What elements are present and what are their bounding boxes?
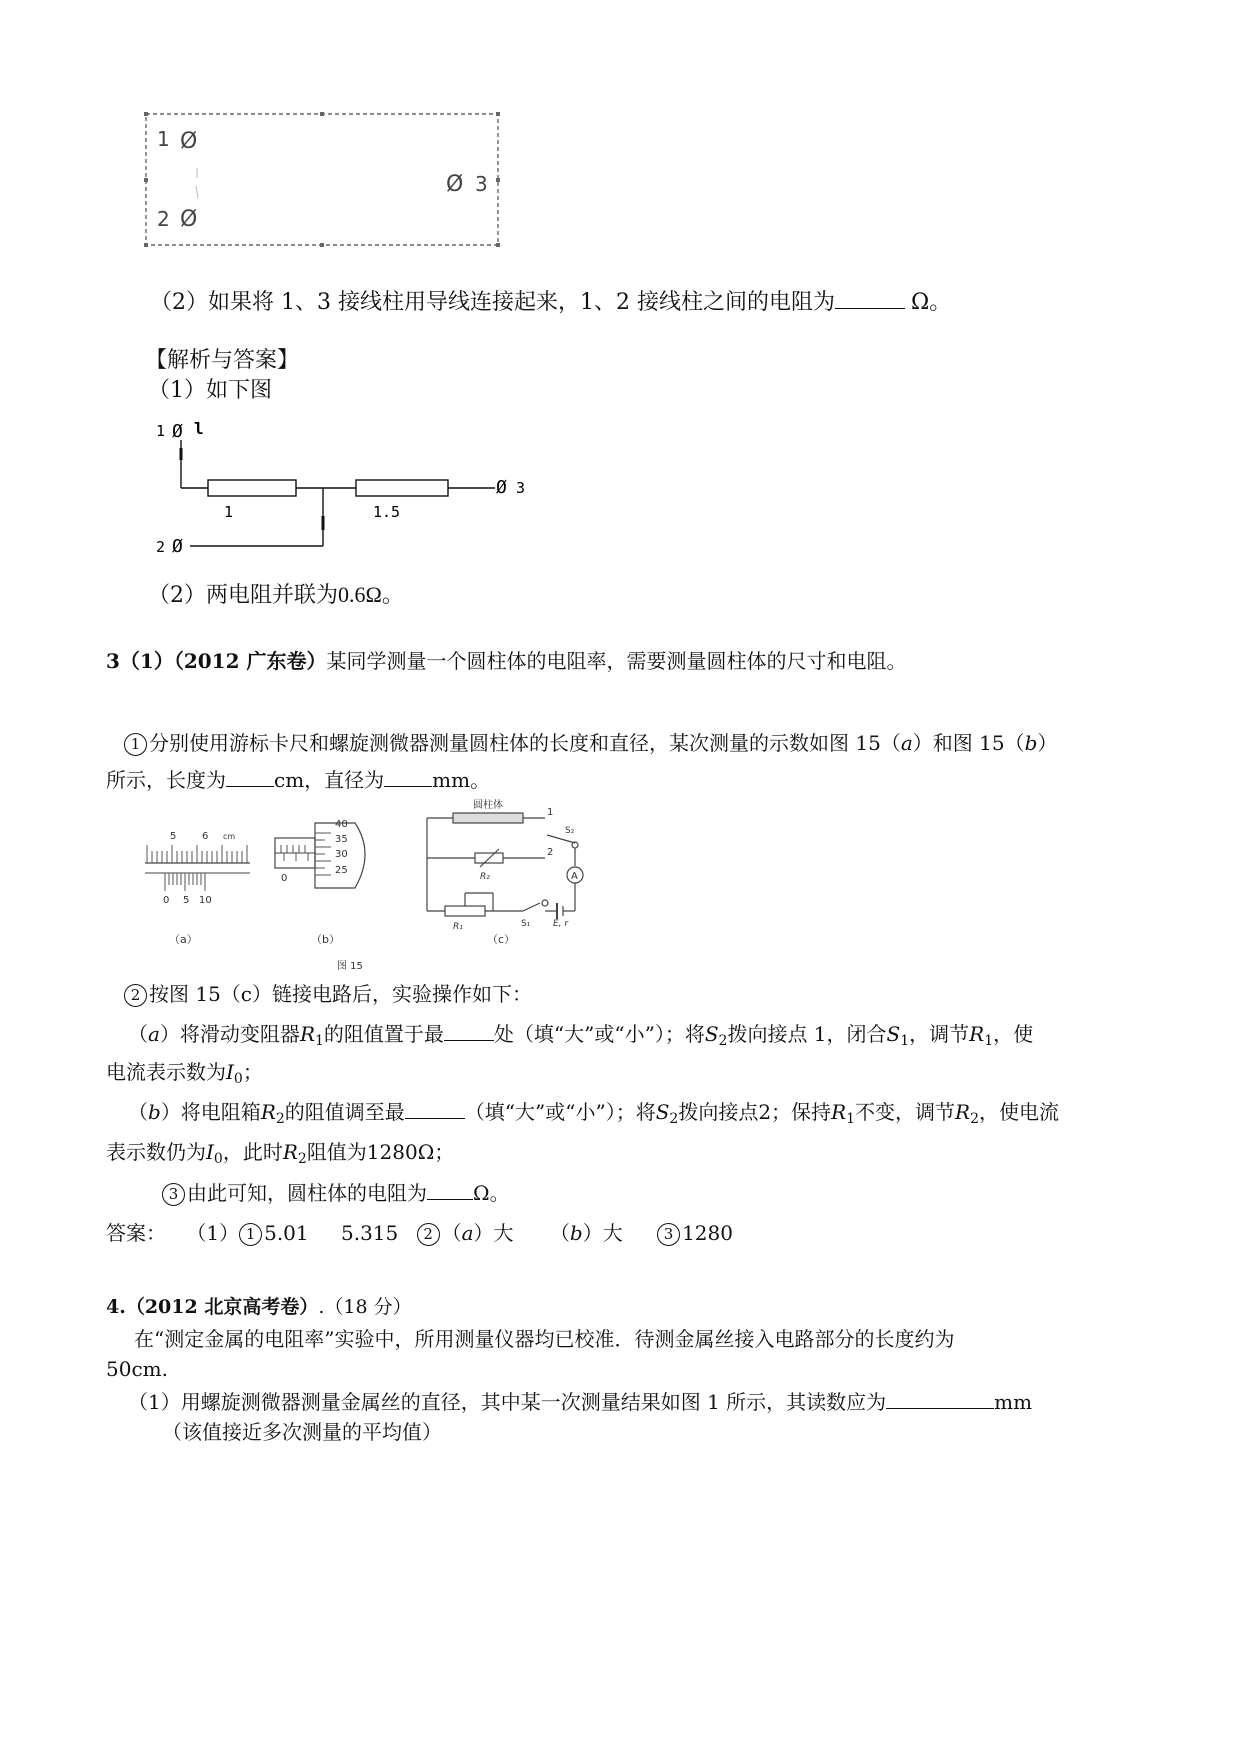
problem-3-source: （1）（2012 广东卷） <box>119 649 327 673</box>
terminal-box-figure <box>140 108 510 253</box>
circuit-emf: E, r <box>553 919 569 929</box>
figure-15 <box>135 793 635 978</box>
micrometer-40: 40 <box>335 819 348 830</box>
step-b-r2: R <box>260 1100 276 1124</box>
analysis-line-1: （1）如下图 <box>148 378 272 403</box>
step-a-text-3: 处（填“大”或“小”）；将 <box>493 1022 705 1046</box>
analysis-line-2-prefix: （2）两电阻并联为 <box>148 583 338 608</box>
step-b-r2b-sub: 2 <box>970 1111 980 1127</box>
figure-label-b: （b） <box>311 933 340 946</box>
step-b-text-2: 的阻值调至最 <box>284 1100 405 1124</box>
circuit-s1: S₁ <box>521 919 531 929</box>
circuit-terminal-1-symbol: Ø <box>172 421 183 442</box>
answer-length: 5.01 <box>264 1221 309 1245</box>
step-b-s2-sub: 2 <box>669 1111 679 1127</box>
vernier-caliper <box>145 831 250 946</box>
step-b-letter: b <box>148 1100 161 1124</box>
terminal-1-label: 1 <box>157 127 170 151</box>
question-2 <box>150 285 951 316</box>
resistor-2 <box>356 480 448 496</box>
step-b-line-2-a: 表示数仍为 <box>106 1140 206 1164</box>
problem-4-line-1: 在“测定金属的电阻率”实验中，所用测量仪器均已校准．待测金属丝接入电路部分的长度约为 <box>134 1327 955 1351</box>
step-b-text-3: （填“大”或“小”）；将 <box>464 1100 656 1124</box>
answer-circled-1: 1 <box>239 1223 262 1246</box>
step-1-text-b: a <box>900 731 913 755</box>
answer-diameter: 5.315 <box>340 1221 399 1245</box>
micrometer-25: 25 <box>335 865 348 876</box>
micrometer-0: 0 <box>281 873 288 884</box>
circuit-point-2: 2 <box>547 847 554 858</box>
circuit-cylinder-label: 圆柱体 <box>473 800 503 811</box>
step-b-line-2 <box>106 1136 454 1167</box>
step-a-line-2 <box>106 1056 263 1087</box>
step-b-line-1 <box>128 1096 1059 1127</box>
step-b-i-sub: 0 <box>213 1151 223 1167</box>
analysis-line-2-suffix: 。 <box>381 583 404 608</box>
step-b-r2-sub: 2 <box>275 1111 285 1127</box>
step-1-text-c: ）和图 15（ <box>912 731 1025 755</box>
step-b-line-2-c: 阻值为1280Ω； <box>306 1140 455 1164</box>
caliper-vernier-0: 0 <box>163 895 170 906</box>
step-b-r1: R <box>831 1100 847 1124</box>
question-2-text: （2）如果将 1、3 接线柱用导线连接起来，1、2 接线柱之间的电阻为 <box>150 290 835 315</box>
step-a-letter: a <box>148 1022 160 1046</box>
step-b-s2: S <box>655 1100 670 1124</box>
problem-3-number: 3 <box>106 649 120 673</box>
step-a-r: R <box>299 1022 315 1046</box>
diameter-unit: mm。 <box>432 768 491 792</box>
problem-4-q1-blank[interactable] <box>886 1390 994 1409</box>
terminal-1-symbol: Ø <box>180 129 198 154</box>
step-a-end: ； <box>242 1060 263 1084</box>
step-a-text-6: ，使 <box>993 1022 1034 1046</box>
step-b-r2c-sub: 2 <box>297 1151 307 1167</box>
caliper-label-6: 6 <box>202 831 209 842</box>
micrometer <box>275 819 365 946</box>
figure-15-caption: 图 15 <box>337 961 363 972</box>
circled-2: 2 <box>124 984 147 1007</box>
question-2-unit: Ω。 <box>910 290 952 315</box>
answer-resistance: 1280 <box>682 1221 733 1245</box>
problem-4-line-3 <box>128 1386 1032 1415</box>
circuit-mark: l <box>194 419 204 438</box>
resistor-2-value: 1.5 <box>373 503 401 521</box>
resistor-1 <box>208 480 296 496</box>
caliper-label-cm: cm <box>223 832 236 841</box>
step-b-r2b: R <box>955 1100 971 1124</box>
problem-3-step-2 <box>124 978 532 1007</box>
step-1-text-d: b <box>1024 731 1038 755</box>
caliper-vernier-5: 5 <box>183 895 190 906</box>
problem-3-answer <box>106 1217 733 1246</box>
circuit-terminal-1-label: 1 <box>156 422 166 440</box>
step-a-line-1 <box>128 1018 1033 1049</box>
terminal-2-symbol: Ø <box>180 207 198 232</box>
problem-3-step-3 <box>162 1177 510 1206</box>
problem-4-q1-text: （1）用螺旋测微器测量金属丝的直径，其中某一次测量结果如图 1 所示，其读数应为 <box>128 1390 887 1414</box>
answer-circled-3: 3 <box>657 1223 680 1246</box>
answer-b-value: ）大 <box>582 1221 623 1245</box>
step-a-text-4: 拨向接点 1，闭合 <box>727 1022 887 1046</box>
step-a-s1-sub: 1 <box>900 1033 910 1049</box>
step-a-s1: S <box>886 1022 901 1046</box>
length-label: 所示，长度为 <box>106 768 226 792</box>
problem-3-step-1-line-2 <box>106 764 490 793</box>
circuit-point-1: 1 <box>547 807 554 818</box>
answer-blank[interactable] <box>835 290 905 309</box>
step-3-text: 由此可知，圆柱体的电阻为 <box>187 1181 427 1205</box>
figure-label-c: （c） <box>487 933 516 946</box>
step-3-blank[interactable] <box>427 1181 473 1200</box>
circuit-terminal-3-label: 3 <box>516 479 526 497</box>
circuit-r2: R₂ <box>480 872 490 882</box>
circuit-r1: R₁ <box>453 922 463 932</box>
step-a-text-2: 的阻值置于最 <box>323 1022 444 1046</box>
circuit-terminal-3-symbol: Ø <box>496 477 507 498</box>
step-a-r1: R <box>969 1022 985 1046</box>
step-a-i-sub: 0 <box>233 1071 243 1087</box>
diameter-blank[interactable] <box>384 768 432 787</box>
step-2-text: 按图 15（c）链接电路后，实验操作如下： <box>149 982 533 1006</box>
step-1-text-e: ） <box>1037 731 1058 755</box>
step-a-s2: S <box>704 1022 719 1046</box>
step-b-text-6: ，使电流 <box>979 1100 1060 1124</box>
analysis-line-2-value: 0.6Ω <box>338 582 382 607</box>
step-b-text-5: 不变，调节 <box>855 1100 956 1124</box>
answer-a-value: ）大 <box>473 1221 514 1245</box>
step-a-paren-open: （ <box>128 1022 148 1046</box>
analysis-heading: 【解析与答案】 <box>145 348 300 373</box>
resistor-1-value: 1 <box>224 503 234 521</box>
measurement-circuit <box>427 813 583 919</box>
caliper-label-5: 5 <box>170 831 177 842</box>
circled-3: 3 <box>162 1183 185 1206</box>
problem-3-title: 某同学测量一个圆柱体的电阻率，需要测量圆柱体的尺寸和电阻。 <box>326 649 907 673</box>
circuit-terminal-2-symbol: Ø <box>172 536 183 557</box>
terminal-2-label: 2 <box>157 207 170 231</box>
analysis-line-2 <box>148 578 404 609</box>
step-a-r1-sub: 1 <box>984 1033 994 1049</box>
step-a-s2-sub: 2 <box>718 1033 728 1049</box>
step-a-i: I <box>226 1060 234 1084</box>
step-a-line-2-text: 电流表示数为 <box>106 1060 226 1084</box>
caliper-vernier-10: 10 <box>199 895 212 906</box>
problem-4-header <box>106 1292 412 1319</box>
answer-b-open: （ <box>549 1221 570 1245</box>
step-a-text-5: ，调节 <box>909 1022 970 1046</box>
terminal-3-symbol: Ø <box>446 172 464 197</box>
circuit-ammeter: A <box>571 871 578 882</box>
step-b-r2c: R <box>282 1140 298 1164</box>
step-b-paren-open: （ <box>128 1100 148 1124</box>
diameter-label: cm，直径为 <box>274 768 385 792</box>
step-b-text-1: ）将电阻箱 <box>160 1100 261 1124</box>
length-blank[interactable] <box>226 768 274 787</box>
answer-a-open: （ <box>441 1221 462 1245</box>
circuit-terminal-2-label: 2 <box>156 538 166 556</box>
step-b-line-2-b: ，此时 <box>222 1140 283 1164</box>
step-b-text-4: 拨向接点2；保持 <box>678 1100 832 1124</box>
answer-circled-2: 2 <box>417 1223 440 1246</box>
circled-1: 1 <box>124 733 147 756</box>
circuit-s2: S₂ <box>565 826 575 836</box>
answer-b-letter: b <box>569 1221 583 1245</box>
step-a-r-sub: 1 <box>315 1033 324 1049</box>
problem-4-points: .（18 分） <box>318 1296 412 1318</box>
micrometer-30: 30 <box>335 849 348 860</box>
answer-label: 答案： <box>106 1221 166 1245</box>
step-3-unit: Ω。 <box>473 1181 510 1205</box>
answer-a-letter: a <box>461 1221 474 1245</box>
step-a-text-1: ）将滑动变阻器 <box>159 1022 300 1046</box>
terminal-3-label: 3 <box>475 172 488 196</box>
problem-4-line-4: （该值接近多次测量的平均值） <box>162 1420 442 1444</box>
answer-circuit-diagram <box>150 412 540 562</box>
figure-label-a: （a） <box>169 933 198 946</box>
micrometer-35: 35 <box>335 834 348 845</box>
problem-4-q1-unit: mm <box>994 1390 1033 1414</box>
step-b-i: I <box>206 1140 214 1164</box>
step-b-blank[interactable] <box>405 1100 465 1119</box>
problem-4-source: 4.（2012 北京高考卷） <box>106 1296 319 1318</box>
step-a-blank[interactable] <box>444 1022 494 1041</box>
step-b-r1-sub: 1 <box>846 1111 856 1127</box>
problem-4-line-2: 50cm. <box>106 1357 168 1381</box>
problem-3-step-1 <box>124 727 1057 756</box>
problem-3-header <box>106 645 906 674</box>
step-1-text-a: 分别使用游标卡尺和螺旋测微器测量圆柱体的长度和直径，某次测量的示数如图 15（ <box>149 731 901 755</box>
answer-part-1: （1） <box>186 1221 240 1245</box>
